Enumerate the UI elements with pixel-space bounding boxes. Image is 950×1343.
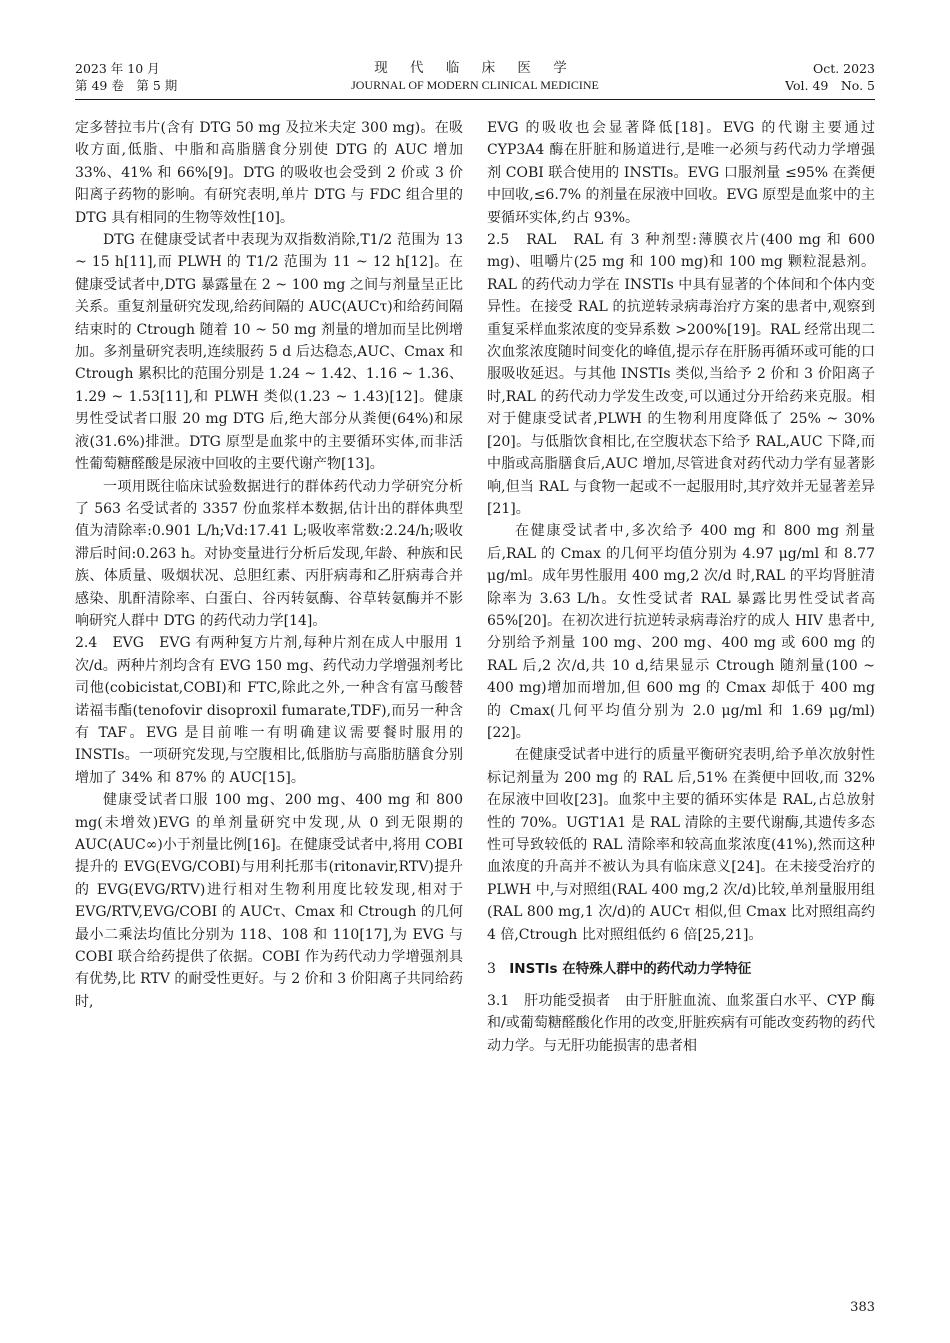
header-date: 2023 年 10 月 [75, 61, 160, 76]
paragraph-section-3-1: 3.1 肝功能受损者 由于肝脏血流、血浆蛋白水平、CYP 酶和/或葡萄糖醛酸化作用的改变,肝脏疾病有可能改变药物的药代动力学。与无肝功能损害的患者相 [487, 993, 875, 1054]
header-rule [75, 99, 875, 100]
paragraph: 在健康受试者中,多次给予 400 mg 和 800 mg 剂量后,RAL 的 Cmax 的几何平均值分别为 4.97 μg/ml 和 8.77 μg/ml。成年男性服用 400 mg,2 次/d 时,RAL 的平均肾脏清除率为 3.63 L/h。女性受试者 RAL 暴露比男性受试者高 65%[20]。在初次进行抗逆转录病毒治疗的成人 HIV 患者中,分别给予剂量 100 mg、200 mg、400 mg 或 600 mg 的 RAL 后,2 次/d,共 10 d,结果显示 Ctrough 随剂量(100 ~ 400 mg)增加而增加,但 600 mg 的 Cmax 却低于 400 mg 的 Cmax(几何平均值分别为 2.0 μg/ml 和 1.69 μg/ml)[22]。 [487, 523, 875, 741]
section-3-heading [487, 958, 875, 980]
right-column [487, 117, 875, 1057]
header-right [785, 60, 875, 94]
paragraph: 一项用既往临床试验数据进行的群体药代动力学研究分析了 563 名受试者的 3357 份血浆样本数据,估计出的群体典型值为清除率:0.901 L/h;Vd:17.41 L;吸收率常数:2.24/h;吸收滞后时间:0.263 h。对协变量进行分析后发现,年龄、种族和民族、体质量、吸烟状况、总胆红素、丙肝病毒和乙肝病毒合并感染、肌酐清除率、白蛋白、谷丙转氨酶、谷草转氨酶并不影响研究人群中 DTG 的药代动力学[14]。 [75, 478, 463, 629]
paragraph-section-2-4: 2.4 EVG EVG 有两种复方片剂,每种片剂在成人中服用 1 次/d。两种片剂均含有 EVG 150 mg、药代动力学增强剂考比司他(cobicistat,COBI)和 FTC,除此之外,一种含有富马酸替诺福韦酯(tenofovir disoproxil fumarate,TDF),而另一种含有 TAF。EVG 是目前唯一有明确建议需要餐时服用的 INSTIs。一项研究发现,与空腹相比,低脂肪与高脂肪膳食分别增加了 34% 和 87% 的 AUC[15]。 [75, 635, 463, 786]
paragraph-section-2-5: 2.5 RAL RAL 有 3 种剂型:薄膜衣片(400 mg 和 600 mg)、咀嚼片(25 mg 和 100 mg)和 100 mg 颗粒混悬剂。RAL 的药代动力学在 INSTIs 中具有显著的个体间和个体内变异性。在接受 RAL 的抗逆转录病毒治疗方案的患者中,观察到重复采样血浆浓度的变异系数 >200%[19]。RAL 经常出现二次血浆浓度随时间变化的峰值,提示存在肝肠再循环或可能的口服吸收延迟。与其他 INSTIs 类似,当给予 2 价和 3 价阳离子时,RAL 的药代动力学发生改变,可以通过分开给药来克服。相对于健康受试者,PLWH 的生物利用度降低了 25% ~ 30%[20]。与低脂饮食相比,在空腹状态下给予 RAL,AUC 下降,而中脂或高脂膳食后,AUC 增加,尽管进食对药代动力学有显著影响,但当 RAL 与食物一起或不一起服用时,其疗效并无显著差异[21]。 [487, 232, 875, 517]
header-volume-en: Vol. 49 No. 5 [785, 78, 875, 93]
page-number: 383 [850, 1300, 875, 1315]
paragraph: DTG 在健康受试者中表现为双指数消除,T1/2 范围为 13 ~ 15 h[11],而 PLWH 的 T1/2 范围为 11 ~ 12 h[12]。在健康受试者中,DTG 暴露量在 2 ~ 100 mg 之间与剂量呈正比关系。重复剂量研究发现,给药间隔的 AUC(AUCτ)和给药间隔结束时的 Ctrough 随着 10 ~ 50 mg 剂量的增加而呈比例增加。多剂量研究表明,连续服药 5 d 后达稳态,AUC、Cmax 和 Ctrough 累积比的范围分别是 1.24 ~ 1.42、1.16 ~ 1.36、1.29 ~ 1.53[11],和 PLWH 类似(1.23 ~ 1.43)[12]。健康男性受试者口服 20 mg DTG 后,绝大部分从粪便(64%)和尿液(31.6%)排泄。DTG 原型是血浆中的主要循环实体,而非活性葡萄糖醛酸是尿液中回收的主要代谢产物[13]。 [75, 232, 463, 473]
journal-title-en: JOURNAL OF MODERN CLINICAL MEDICINE [351, 78, 599, 92]
paragraph: EVG 的吸收也会显著降低[18]。EVG 的代谢主要通过 CYP3A4 酶在肝脏和肠道进行,是唯一必须与药代动力学增强剂 COBI 联合使用的 INSTIs。EVG 口服剂量 ≤95% 在粪便中回收,≤6.7% 的剂量在尿液中回收。EVG 原型是血浆中的主要循环实体,约占 93%。 [487, 120, 875, 226]
section-title: INSTIs 在特殊人群中的药代动力学特征 [509, 961, 752, 978]
journal-title-cn: 现 代 临 床 医 学 [374, 60, 576, 76]
paragraph: 定多替拉韦片(含有 DTG 50 mg 及拉米夫定 300 mg)。在吸收方面,低脂、中脂和高脂膳食分别使 DTG 的 AUC 增加 33%、41% 和 66%[9]。DTG 的吸收也会受到 2 价或 3 价阳离子药物的影响。有研究表明,单片 DTG 与 FDC 组合里的 DTG 具有相同的生物等效性[10]。 [75, 120, 463, 226]
paragraph: 在健康受试者中进行的质量平衡研究表明,给予单次放射性标记剂量为 200 mg 的 RAL 后,51% 在粪便中回收,而 32% 在尿液中回收[23]。血浆中主要的循环实体是 RAL,占总放射性的 70%。UGT1A1 是 RAL 清除的主要代谢酶,其遗传多态性可导致较低的 RAL 清除率和较高血浆浓度(41%),然而这种血浓度的升高并不被认为具有临床意义[24]。在未接受治疗的 PLWH 中,与对照组(RAL 400 mg,2 次/d)比较,单剂量服用组(RAL 800 mg,1 次/d)的 AUCτ 相似,但 Cmax 比对照组高约 4 倍,Ctrough 比对照组低约 6 倍[25,21]。 [487, 747, 875, 943]
header-center [75, 60, 875, 94]
header-volume: 第 49 卷 第 5 期 [75, 78, 178, 93]
paragraph: 健康受试者口服 100 mg、200 mg、400 mg 和 800 mg(未增效)EVG 的单剂量研究中发现,从 0 到无限期的 AUC(AUC∞)小于剂量比例[16]。在健康受试者中,将用 COBI 提升的 EVG(EVG/COBI)与用利托那韦(ritonavir,RTV)提升的 EVG(EVG/RTV)进行相对生物利用度比较发现,相对于 EVG/RTV,EVG/COBI 的 AUCτ、Cmax 和 Ctrough 的几何最小二乘法均值比分别为 118、108 和 110[17],为 EVG 与 COBI 联合给药提供了依据。COBI 作为药代动力学增强剂具有优势,比 RTV 的耐受性更好。与 2 价和 3 价阳离子共同给药时, [75, 792, 463, 1010]
section-number: 3 [487, 961, 496, 978]
running-header [75, 60, 875, 100]
left-column [75, 117, 463, 1013]
header-date-en: Oct. 2023 [812, 61, 875, 76]
